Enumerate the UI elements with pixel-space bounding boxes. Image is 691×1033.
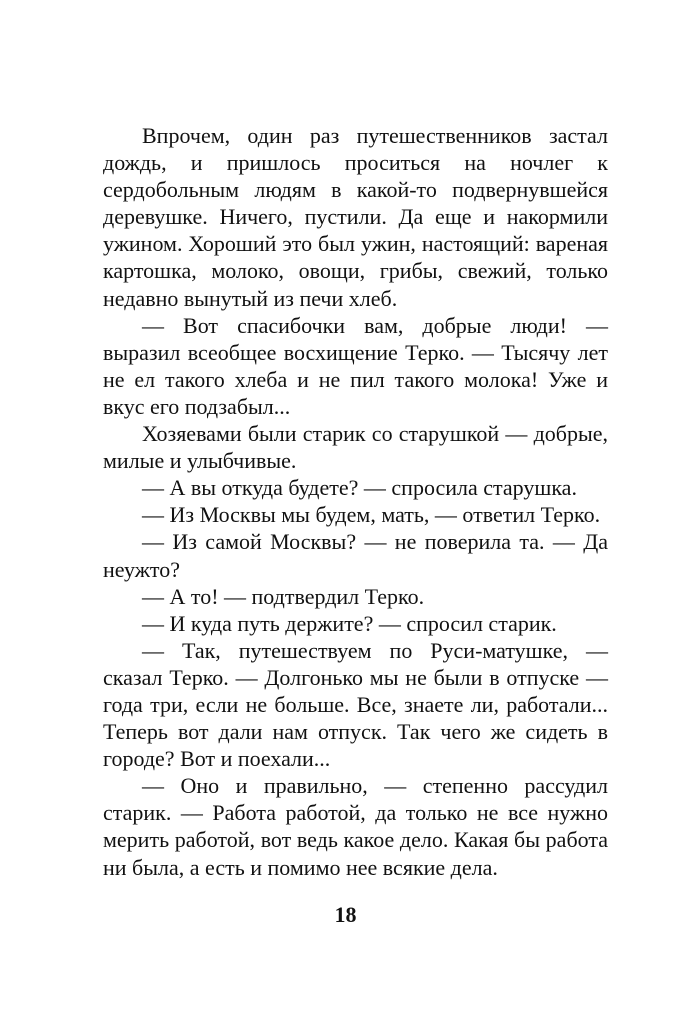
paragraph: — Оно и правильно, — степенно рассудил старик. — Работа работой, да только не все нужно мерить работой, вот ведь какое дело. Какая бы работа ни была, а есть и помимо нее всякие дела. bbox=[103, 773, 608, 880]
paragraph: — А то! — подтвердил Терко. bbox=[142, 583, 425, 609]
paragraph: — А вы откуда будете? — спросила старушка. bbox=[142, 475, 577, 501]
paragraph: — И куда путь держите? — спросил старик. bbox=[142, 610, 557, 636]
paragraph: Хозяевами были старик со старушкой — добрые, милые и улыбчивые. bbox=[103, 421, 608, 474]
paragraph: Впрочем, один раз путешественников застал дождь, и пришлось проситься на ночлег к сердобольным людям в какой-то подвернувшейся деревушке. Ничего, пустили. Да еще и накормили ужином. Хороший это был ужин, настоящий: вареная картошка, молоко, овощи, грибы, свежий, только недавно вынутый из печи хлеб. bbox=[103, 123, 608, 311]
paragraph: — Из самой Москвы? — не поверила та. — Да неужто? bbox=[103, 529, 608, 582]
paragraph: — Так, путешествуем по Руси-матушке, — сказал Терко. — Долгонько мы не были в отпуске — года три, если не больше. Все, знаете ли, работали... Теперь вот дали нам отпуск. Так чего же сидеть в городе? Вот и поехали... bbox=[103, 637, 608, 772]
page-number: 18 bbox=[334, 902, 357, 927]
paragraph: — Из Москвы мы будем, мать, — ответил Терко. bbox=[142, 502, 601, 528]
paragraph: — Вот спасибочки вам, добрые люди! — выразил всеобщее восхищение Терко. — Тысячу лет не ел такого хлеба и не пил такого молока! Уже и вкус его подзабыл... bbox=[103, 312, 608, 419]
book-page-text bbox=[103, 122, 608, 881]
